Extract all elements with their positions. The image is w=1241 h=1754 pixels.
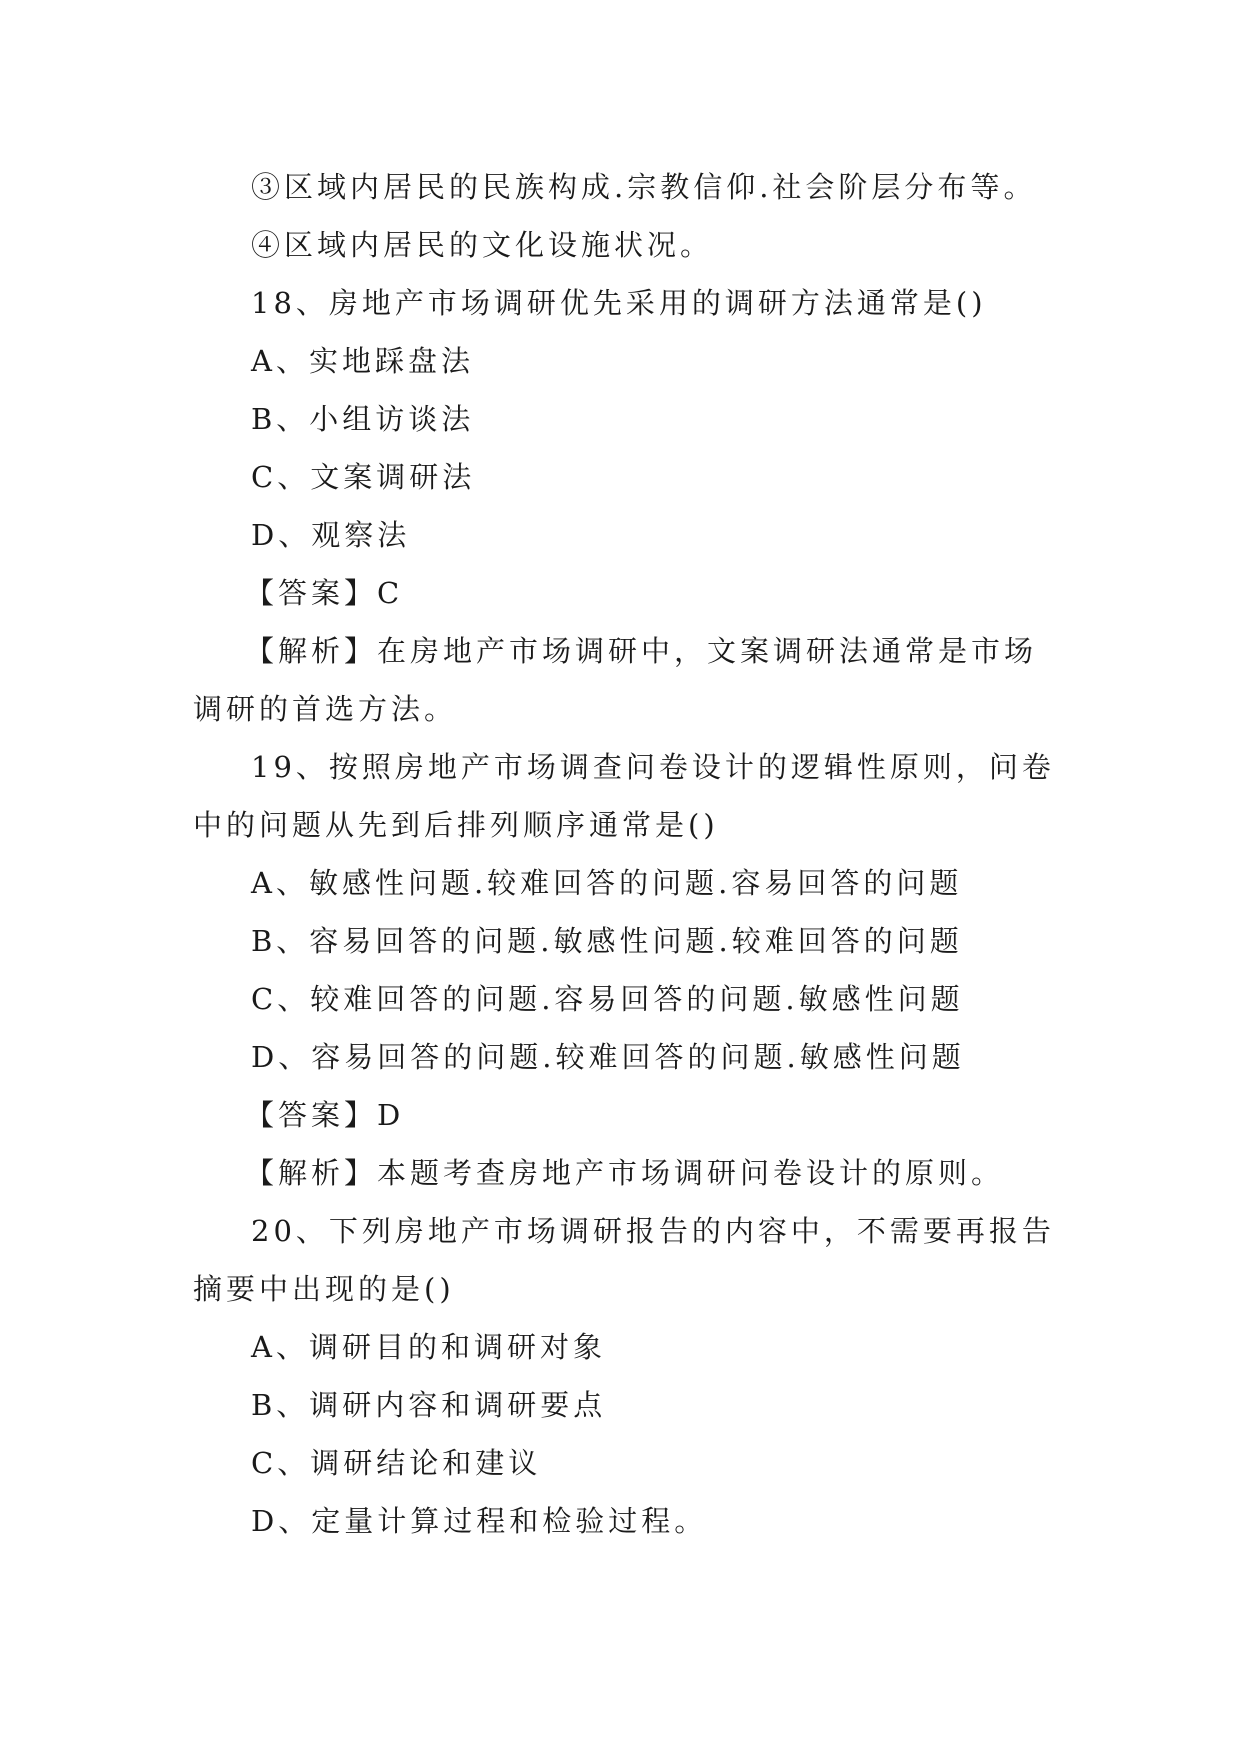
document-body xyxy=(193,158,1053,1550)
question-19-stem-cont: 中的问题从先到后排列顺序通常是() xyxy=(193,808,719,842)
question-19-option-a: A、敏感性问题.较难回答的问题.容易回答的问题 xyxy=(251,866,963,900)
question-19-option-b: B、容易回答的问题.敏感性问题.较难回答的问题 xyxy=(251,924,963,958)
question-20-option-c: C、调研结论和建议 xyxy=(251,1446,542,1480)
question-18-analysis: 【解析】在房地产市场调研中，文案调研法通常是市场 xyxy=(245,634,1038,668)
question-18-option-c: C、文案调研法 xyxy=(251,460,476,494)
question-19-analysis: 【解析】本题考查房地产市场调研问卷设计的原则。 xyxy=(245,1156,1005,1190)
text-line: ④区域内居民的文化设施状况。 xyxy=(251,228,714,262)
question-18-answer: 【答案】C xyxy=(245,576,404,610)
question-20-option-d: D、定量计算过程和检验过程。 xyxy=(251,1504,708,1538)
question-18-option-a: A、实地踩盘法 xyxy=(251,344,474,378)
question-18-option-b: B、小组访谈法 xyxy=(251,402,475,436)
question-18-option-d: D、观察法 xyxy=(251,518,411,552)
text-line: ③区域内居民的民族构成.宗教信仰.社会阶层分布等。 xyxy=(251,170,1037,204)
question-20-option-a: A、调研目的和调研对象 xyxy=(251,1330,606,1364)
question-20-stem-cont: 摘要中出现的是() xyxy=(193,1272,455,1306)
question-20-stem: 20、下列房地产市场调研报告的内容中，不需要再报告 xyxy=(251,1214,1055,1248)
question-19-stem: 19、按照房地产市场调查问卷设计的逻辑性原则，问卷 xyxy=(251,750,1055,784)
question-19-option-c: C、较难回答的问题.容易回答的问题.敏感性问题 xyxy=(251,982,964,1016)
question-18-analysis-cont: 调研的首选方法。 xyxy=(193,692,458,726)
question-19-answer: 【答案】D xyxy=(245,1098,405,1132)
question-19-option-d: D、容易回答的问题.较难回答的问题.敏感性问题 xyxy=(251,1040,965,1074)
question-20-option-b: B、调研内容和调研要点 xyxy=(251,1388,607,1422)
question-18-stem: 18、房地产市场调研优先采用的调研方法通常是() xyxy=(251,286,987,320)
